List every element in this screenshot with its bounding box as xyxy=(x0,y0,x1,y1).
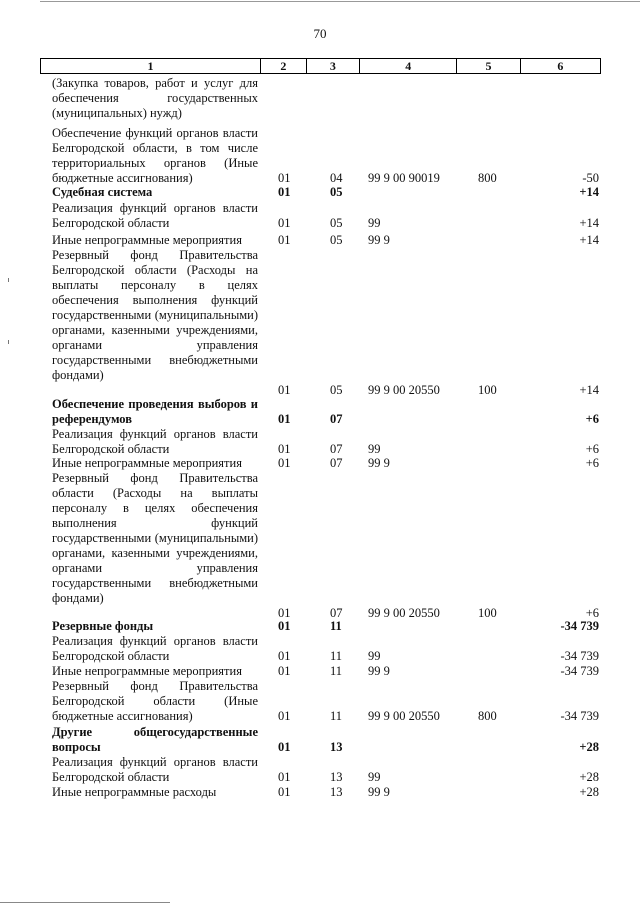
row-cell-c2: 01 xyxy=(278,606,291,620)
header-col-2: 2 xyxy=(261,59,307,73)
table-row xyxy=(0,397,640,427)
row-cell-c6: -34 739 xyxy=(560,649,599,663)
row-cell-c6: +6 xyxy=(585,412,599,426)
row-cell-c3: 13 xyxy=(330,740,343,754)
row-name: Резервный фонд Правительства Белгородской области (Иные бюджетные ассигнования) xyxy=(52,679,258,723)
header-col-6: 6 xyxy=(557,59,564,73)
row-name: Иные непрограммные мероприятия xyxy=(52,233,242,247)
table-row xyxy=(0,664,640,679)
row-cell-c3: 05 xyxy=(330,216,343,230)
row-cell-c2: 01 xyxy=(278,664,291,678)
table-row xyxy=(0,427,640,457)
row-cell-c6: +14 xyxy=(579,216,599,230)
table-row xyxy=(0,126,640,186)
row-name: Реализация функций органов власти Белгородской области xyxy=(52,634,258,663)
row-cell-c2: 01 xyxy=(278,785,291,799)
row-cell-c3: 11 xyxy=(330,619,342,633)
table-header xyxy=(40,58,601,74)
top-border-line xyxy=(40,1,640,2)
row-cell-c5: 100 xyxy=(478,606,497,620)
row-cell-c2: 01 xyxy=(278,185,291,199)
row-cell-c2: 01 xyxy=(278,171,291,185)
bottom-border-line xyxy=(0,902,170,903)
row-name: Резервный фонд Правительства области (Расходы на выплаты персоналу в целях обеспечения выполнения функций государственными (муниципальными) органами, казенными учреждениями, органами управления государственными внебюджетными фондами) xyxy=(52,471,258,605)
row-cell-c3: 05 xyxy=(330,383,343,397)
row-cell-c2: 01 xyxy=(278,442,291,456)
table-row xyxy=(0,755,640,785)
table-row xyxy=(0,456,640,471)
row-cell-c4: 99 xyxy=(368,649,381,663)
row-cell-c3: 05 xyxy=(330,233,343,247)
table-row xyxy=(0,248,640,398)
table-row xyxy=(0,725,640,755)
row-cell-c4: 99 9 00 20550 xyxy=(368,383,440,397)
table-row xyxy=(0,233,640,248)
table-row xyxy=(0,185,640,200)
table-row xyxy=(0,76,640,121)
table-row xyxy=(0,471,640,621)
row-cell-c6: +6 xyxy=(585,456,599,470)
row-cell-c3: 11 xyxy=(330,664,343,678)
row-cell-c2: 01 xyxy=(278,740,291,754)
row-name: Обеспечение проведения выборов и референдумов xyxy=(52,397,258,426)
row-cell-c2: 01 xyxy=(278,456,291,470)
row-cell-c5: 800 xyxy=(478,709,497,723)
row-cell-c2: 01 xyxy=(278,770,291,784)
row-cell-c3: 04 xyxy=(330,171,343,185)
row-name: Судебная система xyxy=(52,185,153,199)
row-cell-c6: -34 739 xyxy=(560,619,599,633)
row-name: Обеспечение функций органов власти Белгородской области, в том числе территориальных органов (Иные бюджетные ассигнования) xyxy=(52,126,258,185)
row-name: Иные непрограммные мероприятия xyxy=(52,456,242,470)
row-cell-c6: -50 xyxy=(582,171,599,185)
row-name: Резервные фонды xyxy=(52,619,154,633)
row-cell-c6: +28 xyxy=(579,740,599,754)
header-col-4: 4 xyxy=(360,59,457,73)
row-cell-c6: +14 xyxy=(579,185,599,199)
row-cell-c4: 99 9 xyxy=(368,233,390,247)
row-cell-c4: 99 xyxy=(368,216,381,230)
table-row xyxy=(0,679,640,724)
row-cell-c4: 99 xyxy=(368,770,381,784)
row-cell-c6: -34 739 xyxy=(560,664,599,678)
row-cell-c4: 99 9 00 90019 xyxy=(368,171,440,185)
row-cell-c6: +28 xyxy=(579,770,599,784)
row-name: Иные непрограммные мероприятия xyxy=(52,664,242,678)
table-row xyxy=(0,785,640,800)
row-cell-c3: 07 xyxy=(330,412,343,426)
row-cell-c4: 99 9 00 20550 xyxy=(368,709,440,723)
row-name: Реализация функций органов власти Белгородской области xyxy=(52,755,258,784)
row-cell-c2: 01 xyxy=(278,619,291,633)
row-name: Резервный фонд Правительства Белгородской области (Расходы на выплаты персоналу в целях обеспечения выполнения функций государственными (муниципальными) органами, казенными учреждениями, органами управления государственными внебюджетными фондами) xyxy=(52,248,258,382)
row-cell-c3: 07 xyxy=(330,606,343,620)
row-cell-c2: 01 xyxy=(278,233,291,247)
row-name: Другие общегосударственные вопросы xyxy=(52,725,258,754)
row-cell-c2: 01 xyxy=(278,649,291,663)
page-number: 70 xyxy=(313,26,327,41)
header-col-3: 3 xyxy=(307,59,361,73)
row-cell-c4: 99 9 00 20550 xyxy=(368,606,440,620)
row-name: Реализация функций органов власти Белгородской области xyxy=(52,427,258,456)
row-cell-c4: 99 9 xyxy=(368,664,390,678)
row-cell-c3: 13 xyxy=(330,785,343,799)
row-cell-c3: 05 xyxy=(330,185,343,199)
row-cell-c3: 11 xyxy=(330,649,343,663)
row-cell-c6: -34 739 xyxy=(560,709,599,723)
row-cell-c3: 13 xyxy=(330,770,343,784)
row-name: (Закупка товаров, работ и услуг для обеспечения государственных (муниципальных) нужд) xyxy=(52,76,258,120)
row-cell-c2: 01 xyxy=(278,216,291,230)
header-col-5: 5 xyxy=(457,59,520,73)
row-cell-c2: 01 xyxy=(278,383,291,397)
row-cell-c6: +14 xyxy=(579,383,599,397)
table-row xyxy=(0,634,640,664)
row-cell-c6: +6 xyxy=(585,606,599,620)
row-cell-c5: 800 xyxy=(478,171,497,185)
row-cell-c2: 01 xyxy=(278,412,291,426)
row-cell-c4: 99 9 xyxy=(368,785,390,799)
row-cell-c6: +14 xyxy=(579,233,599,247)
row-name: Реализация функций органов власти Белгородской области xyxy=(52,201,258,230)
header-col-1: 1 xyxy=(41,59,261,73)
row-cell-c5: 100 xyxy=(478,383,497,397)
row-cell-c6: +28 xyxy=(579,785,599,799)
row-cell-c4: 99 xyxy=(368,442,381,456)
row-cell-c3: 07 xyxy=(330,442,343,456)
row-cell-c2: 01 xyxy=(278,709,291,723)
row-cell-c6: +6 xyxy=(585,442,599,456)
table-row xyxy=(0,201,640,231)
table-row xyxy=(0,619,640,634)
row-name: Иные непрограммные расходы xyxy=(52,785,217,799)
row-cell-c3: 11 xyxy=(330,709,343,723)
row-cell-c4: 99 9 xyxy=(368,456,390,470)
row-cell-c3: 07 xyxy=(330,456,343,470)
